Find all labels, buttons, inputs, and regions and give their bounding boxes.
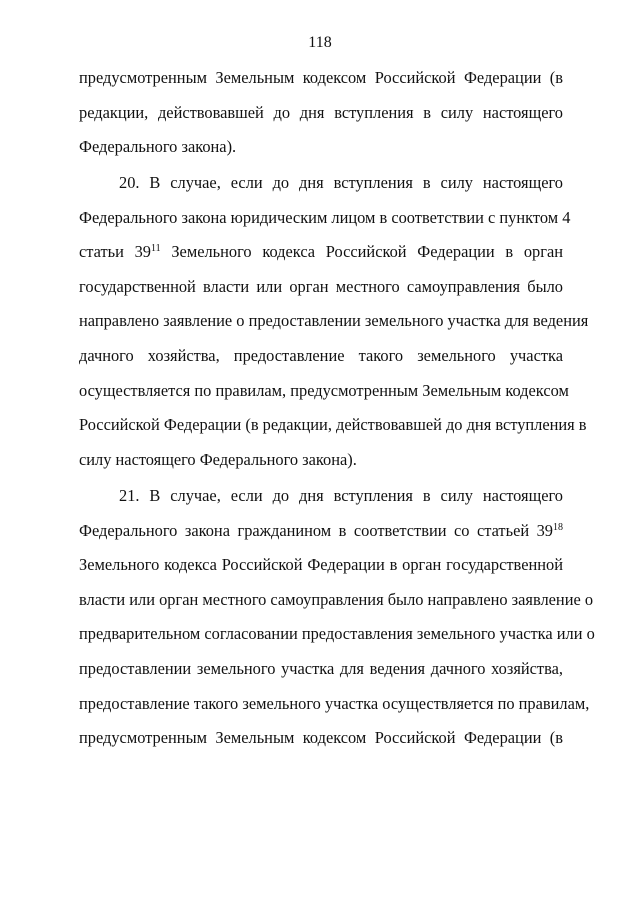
superscript: 11 — [151, 243, 161, 255]
text-line: Федерального закона юридическим лицом в соответствии с пунктом 4 — [79, 207, 571, 227]
text-fragment: Земельного кодекса Российской Федерации в орган — [160, 242, 563, 262]
text-line: направлено заявление о предоставлении земельного участка для ведения — [79, 311, 589, 331]
page-number: 118 — [308, 34, 332, 51]
text-line-with-superscript — [79, 235, 563, 270]
paragraph-21 — [79, 479, 595, 756]
text-fragment: Федерального закона гражданином в соответствии со статьей 39 — [79, 520, 553, 540]
text-line: предоставление такого земельного участка осуществляется по правилам, — [79, 693, 590, 713]
text-line: предварительном согласовании предоставления земельного участка или о — [79, 624, 595, 644]
text-fragment: статьи 39 — [79, 242, 151, 262]
text-line: 20. В случае, если до дня вступления в силу настоящего — [119, 173, 563, 192]
text-line: предусмотренным Земельным кодексом Российской Федерации (в — [79, 68, 563, 87]
text-line: редакции, действовавшей до дня вступления в силу настоящего — [79, 102, 563, 122]
text-line: Российской Федерации (в редакции, действовавшей до дня вступления в — [79, 415, 587, 435]
text-line: дачного хозяйства, предоставление такого земельного участка — [79, 345, 563, 365]
text-line: 21. В случае, если до дня вступления в силу настоящего — [119, 486, 563, 505]
text-line: Земельного кодекса Российской Федерации в орган государственной — [79, 555, 563, 575]
text-line: предусмотренным Земельным кодексом Российской Федерации (в — [79, 728, 563, 748]
text-line: Федерального закона). — [79, 137, 237, 157]
text-line: предоставлении земельного участка для ведения дачного хозяйства, — [79, 658, 563, 678]
text-line: власти или орган местного самоуправления было направлено заявление о — [79, 589, 594, 609]
intro-paragraph-continuation — [79, 61, 563, 165]
text-line: государственной власти или орган местного самоуправления было — [79, 276, 563, 296]
superscript: 18 — [553, 521, 563, 533]
text-line: осуществляется по правилам, предусмотренным Земельным кодексом — [79, 380, 569, 400]
paragraph-20 — [79, 166, 589, 477]
text-line-with-superscript — [79, 514, 563, 549]
text-line: силу настоящего Федерального закона). — [79, 449, 357, 469]
